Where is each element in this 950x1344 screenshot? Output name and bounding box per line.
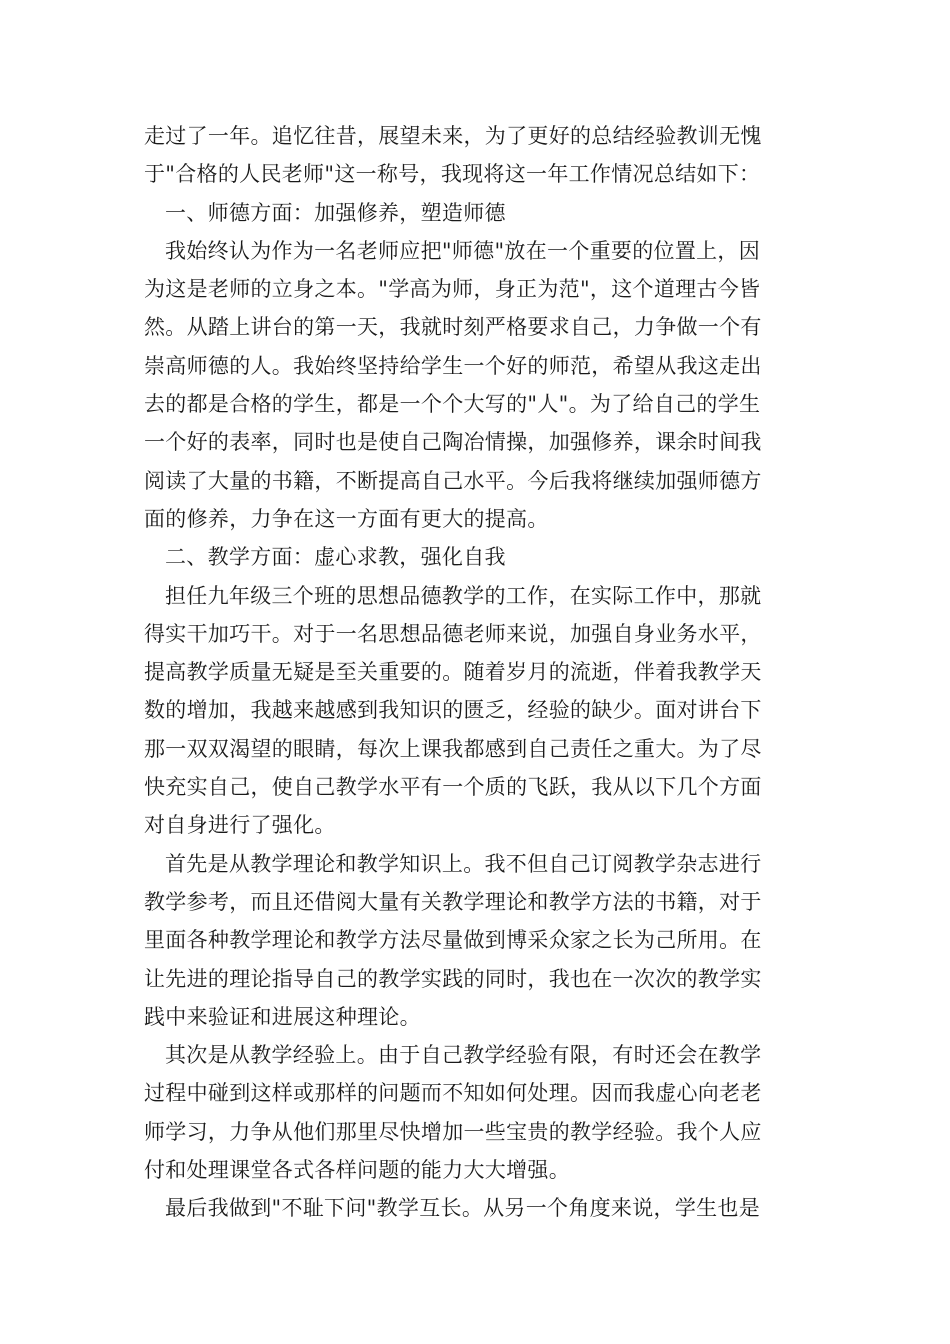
text-line: 其次是从教学经验上。由于自己教学经验有限，有时还会在教学 [165,1043,762,1068]
section-heading: 二、教学方面：虚心求教，强化自我 [165,545,506,570]
text-line: 提高教学质量无疑是至关重要的。随着岁月的流逝，伴着我教学天 [144,660,762,685]
text-line: 一个好的表率，同时也是使自己陶冶情操，加强修养，课余时间我 [144,430,762,455]
text-line: 过程中碰到这样或那样的问题而不知如何处理。因而我虚心向老老 [144,1081,762,1106]
text-line: 对自身进行了强化。 [144,813,336,838]
document-body [144,117,824,1228]
text-line: 那一双双渴望的眼睛，每次上课我都感到自己责任之重大。为了尽 [144,736,762,761]
text-line: 里面各种教学理论和教学方法尽量做到博采众家之长为己所用。在 [144,928,762,953]
text-line: 首先是从教学理论和教学知识上。我不但自己订阅教学杂志进行 [165,851,762,876]
section-heading: 一、师德方面：加强修养，塑造师德 [165,200,506,225]
text-line: 阅读了大量的书籍，不断提高自己水平。今后我将继续加强师德方 [144,468,762,493]
text-line: 数的增加，我越来越感到我知识的匮乏，经验的缺少。面对讲台下 [144,698,762,723]
text-line: 于"合格的人民老师"这一称号，我现将这一年工作情况总结如下： [144,162,761,187]
text-line: 面的修养，力争在这一方面有更大的提高。 [144,506,549,531]
text-line: 教学参考，而且还借阅大量有关教学理论和教学方法的书籍，对于 [144,889,762,914]
text-line: 走过了一年。追忆往昔，展望未来，为了更好的总结经验教训无愧 [144,124,762,148]
text-line: 得实干加巧干。对于一名思想品德老师来说，加强自身业务水平， [144,621,762,646]
text-line: 我始终认为作为一名老师应把"师德"放在一个重要的位置上，因 [165,238,761,263]
text-line: 崇高师德的人。我始终坚持给学生一个好的师范，希望从我这走出 [144,353,762,378]
text-line: 付和处理课堂各式各样问题的能力大大增强。 [144,1158,570,1183]
text-line: 最后我做到"不耻下问"教学互长。从另一个角度来说，学生也是 [165,1196,761,1221]
text-line: 师学习，力争从他们那里尽快增加一些宝贵的教学经验。我个人应 [144,1119,762,1144]
text-line: 为这是老师的立身之本。"学高为师，身正为范"，这个道理古今皆 [144,277,761,302]
text-line: 快充实自己，使自己教学水平有一个质的飞跃，我从以下几个方面 [144,775,762,800]
text-line: 担任九年级三个班的思想品德教学的工作，在实际工作中，那就 [165,583,762,608]
text-line: 让先进的理论指导自己的教学实践的同时，我也在一次次的教学实 [144,966,762,991]
text-line: 践中来验证和进展这种理论。 [144,1004,421,1029]
text-line: 然。从踏上讲台的第一天，我就时刻严格要求自己，力争做一个有 [144,315,762,340]
text-line: 去的都是合格的学生，都是一个个大写的"人"。为了给自己的学生 [144,392,761,417]
